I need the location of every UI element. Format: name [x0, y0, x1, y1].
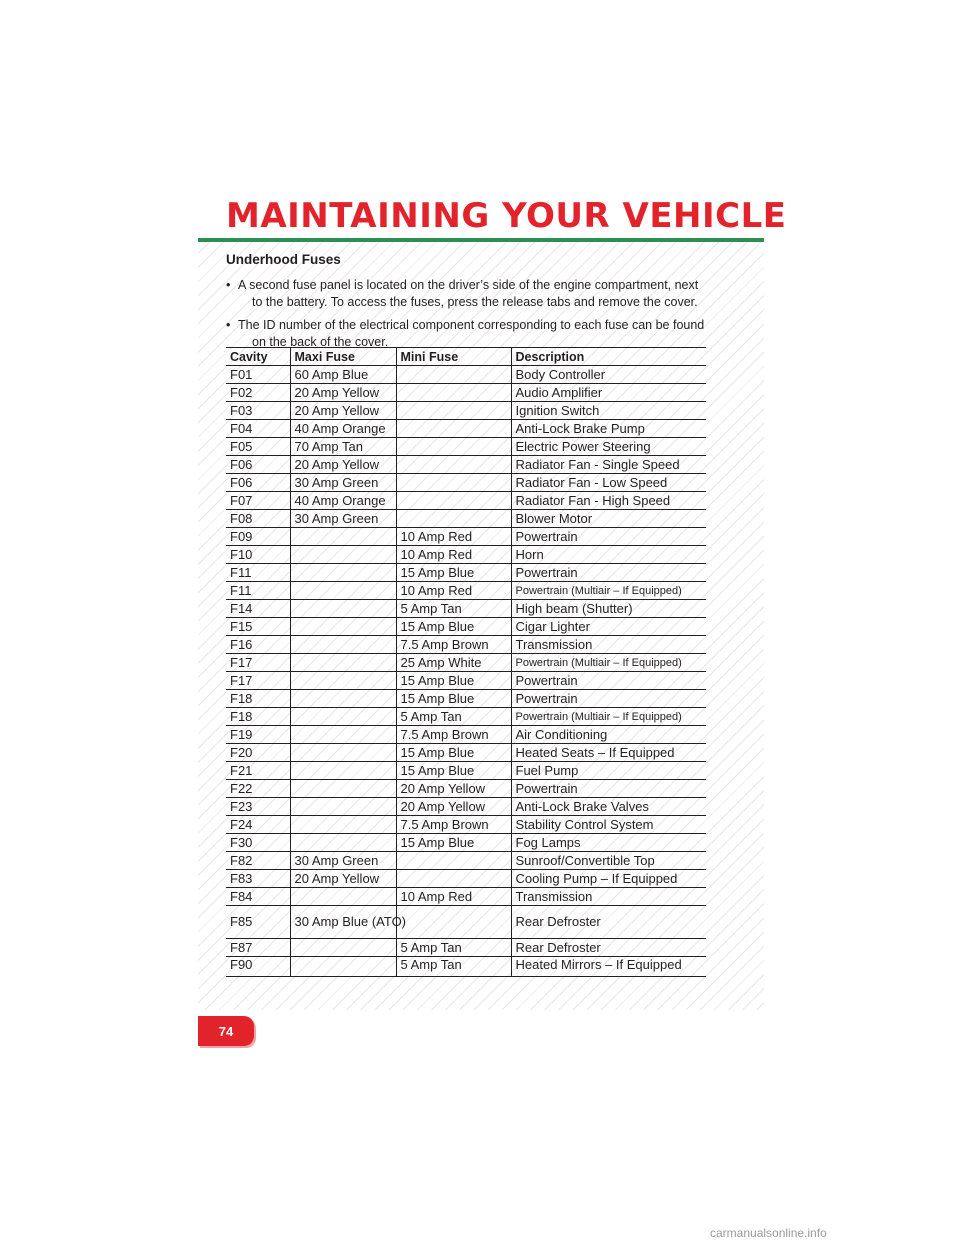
maxi-fuse-cell [290, 726, 396, 744]
description-cell: Powertrain (Multiair – If Equipped) [511, 654, 706, 672]
watermark: carmanualsonline.info [710, 1226, 827, 1240]
mini-fuse-cell: 7.5 Amp Brown [396, 726, 511, 744]
maxi-fuse-cell [290, 762, 396, 780]
cavity-cell: F87 [226, 939, 290, 957]
table-row [226, 600, 706, 618]
mini-fuse-cell: 15 Amp Blue [396, 618, 511, 636]
maxi-fuse-cell [290, 939, 396, 957]
description-cell: Powertrain (Multiair – If Equipped) [511, 708, 706, 726]
description-cell: Blower Motor [511, 510, 706, 528]
table-row [226, 726, 706, 744]
mini-fuse-cell [396, 852, 511, 870]
description-cell: Radiator Fan - High Speed [511, 492, 706, 510]
table-row [226, 564, 706, 582]
bullet-text: A second fuse panel is located on the driver’s side of the engine compartment, next to the battery. To access the fuses, press the release tabs and remove the cover. [238, 278, 699, 309]
table-row [226, 546, 706, 564]
maxi-fuse-cell: 40 Amp Orange [290, 420, 396, 438]
cavity-cell: F11 [226, 582, 290, 600]
table-row [226, 798, 706, 816]
column-header-cavity: Cavity [226, 348, 290, 366]
description-cell: Sunroof/Convertible Top [511, 852, 706, 870]
cavity-cell: F01 [226, 366, 290, 384]
table-row [226, 690, 706, 708]
maxi-fuse-cell [290, 600, 396, 618]
cavity-cell: F08 [226, 510, 290, 528]
cavity-cell: F22 [226, 780, 290, 798]
cavity-cell: F90 [226, 957, 290, 977]
description-cell: Audio Amplifier [511, 384, 706, 402]
column-header-description: Description [511, 348, 706, 366]
cavity-cell: F23 [226, 798, 290, 816]
maxi-fuse-cell: 30 Amp Green [290, 852, 396, 870]
table-row [226, 510, 706, 528]
table-row [226, 402, 706, 420]
mini-fuse-cell [396, 870, 511, 888]
cavity-cell: F17 [226, 654, 290, 672]
page-number: 74 [218, 1023, 234, 1039]
maxi-fuse-cell [290, 636, 396, 654]
mini-fuse-cell: 15 Amp Blue [396, 834, 511, 852]
cavity-cell: F04 [226, 420, 290, 438]
maxi-fuse-cell [290, 672, 396, 690]
maxi-fuse-cell: 70 Amp Tan [290, 438, 396, 456]
table-row [226, 957, 706, 977]
table-row [226, 420, 706, 438]
description-cell: Rear Defroster [511, 906, 706, 939]
maxi-fuse-cell [290, 654, 396, 672]
mini-fuse-cell: 5 Amp Tan [396, 957, 511, 977]
mini-fuse-cell: 5 Amp Tan [396, 708, 511, 726]
mini-fuse-cell [396, 510, 511, 528]
maxi-fuse-cell [290, 798, 396, 816]
table-row [226, 618, 706, 636]
cavity-cell: F30 [226, 834, 290, 852]
description-cell: Anti-Lock Brake Pump [511, 420, 706, 438]
maxi-fuse-cell [290, 708, 396, 726]
cavity-cell: F06 [226, 474, 290, 492]
maxi-fuse-cell: 40 Amp Orange [290, 492, 396, 510]
mini-fuse-cell [396, 492, 511, 510]
mini-fuse-cell: 10 Amp Red [396, 546, 511, 564]
table-row [226, 384, 706, 402]
maxi-fuse-cell: 30 Amp Green [290, 510, 396, 528]
cavity-cell: F18 [226, 690, 290, 708]
mini-fuse-cell: 10 Amp Red [396, 888, 511, 906]
description-cell: Transmission [511, 888, 706, 906]
mini-fuse-cell: 15 Amp Blue [396, 690, 511, 708]
description-cell: Powertrain [511, 564, 706, 582]
cavity-cell: F15 [226, 618, 290, 636]
description-cell: Horn [511, 546, 706, 564]
cavity-cell: F85 [226, 906, 290, 939]
maxi-fuse-cell [290, 816, 396, 834]
bullet-dot: • [226, 318, 231, 332]
maxi-fuse-cell: 20 Amp Yellow [290, 870, 396, 888]
table-header-row [226, 348, 706, 366]
description-cell: Cooling Pump – If Equipped [511, 870, 706, 888]
maxi-fuse-cell: 20 Amp Yellow [290, 456, 396, 474]
description-cell: Anti-Lock Brake Valves [511, 798, 706, 816]
mini-fuse-cell: 7.5 Amp Brown [396, 816, 511, 834]
maxi-fuse-cell: 30 Amp Blue (ATO) [290, 906, 396, 939]
cavity-cell: F02 [226, 384, 290, 402]
mini-fuse-cell [396, 366, 511, 384]
cavity-cell: F14 [226, 600, 290, 618]
description-cell: Fog Lamps [511, 834, 706, 852]
description-cell: Rear Defroster [511, 939, 706, 957]
cavity-cell: F17 [226, 672, 290, 690]
table-row [226, 636, 706, 654]
page-title: MAINTAINING YOUR VEHICLE [226, 196, 787, 236]
mini-fuse-cell [396, 420, 511, 438]
description-cell: Powertrain [511, 672, 706, 690]
maxi-fuse-cell [290, 546, 396, 564]
description-cell: Electric Power Steering [511, 438, 706, 456]
section-heading: Underhood Fuses [226, 252, 341, 267]
mini-fuse-cell [396, 906, 511, 939]
mini-fuse-cell: 15 Amp Blue [396, 762, 511, 780]
table-row [226, 852, 706, 870]
cavity-cell: F19 [226, 726, 290, 744]
mini-fuse-cell: 10 Amp Red [396, 528, 511, 546]
bullet-item [212, 317, 706, 351]
cavity-cell: F10 [226, 546, 290, 564]
mini-fuse-cell [396, 456, 511, 474]
maxi-fuse-cell [290, 690, 396, 708]
table-row [226, 762, 706, 780]
bullet-dot: • [226, 278, 231, 292]
fuse-table-body [226, 366, 706, 977]
cavity-cell: F07 [226, 492, 290, 510]
cavity-cell: F11 [226, 564, 290, 582]
mini-fuse-cell: 25 Amp White [396, 654, 511, 672]
maxi-fuse-cell [290, 888, 396, 906]
table-row [226, 654, 706, 672]
fuse-table [226, 347, 706, 977]
description-cell: Powertrain [511, 690, 706, 708]
mini-fuse-cell: 5 Amp Tan [396, 600, 511, 618]
maxi-fuse-cell [290, 780, 396, 798]
description-cell: Ignition Switch [511, 402, 706, 420]
cavity-cell: F84 [226, 888, 290, 906]
mini-fuse-cell: 15 Amp Blue [396, 744, 511, 762]
column-header-mini-fuse: Mini Fuse [396, 348, 511, 366]
mini-fuse-cell: 15 Amp Blue [396, 564, 511, 582]
table-row [226, 939, 706, 957]
cavity-cell: F20 [226, 744, 290, 762]
description-cell: Powertrain (Multiair – If Equipped) [511, 582, 706, 600]
table-row [226, 366, 706, 384]
maxi-fuse-cell: 30 Amp Green [290, 474, 396, 492]
table-row [226, 456, 706, 474]
description-cell: Transmission [511, 636, 706, 654]
cavity-cell: F18 [226, 708, 290, 726]
table-row [226, 744, 706, 762]
description-cell: Cigar Lighter [511, 618, 706, 636]
cavity-cell: F05 [226, 438, 290, 456]
description-cell: Air Conditioning [511, 726, 706, 744]
mini-fuse-cell: 20 Amp Yellow [396, 780, 511, 798]
description-cell: Powertrain [511, 528, 706, 546]
table-row [226, 816, 706, 834]
mini-fuse-cell: 10 Amp Red [396, 582, 511, 600]
cavity-cell: F06 [226, 456, 290, 474]
mini-fuse-cell: 15 Amp Blue [396, 672, 511, 690]
maxi-fuse-cell: 60 Amp Blue [290, 366, 396, 384]
cavity-cell: F16 [226, 636, 290, 654]
bullet-text: The ID number of the electrical component corresponding to each fuse can be found on the back of the cover. [238, 318, 705, 349]
mini-fuse-cell [396, 438, 511, 456]
mini-fuse-cell [396, 402, 511, 420]
table-row [226, 528, 706, 546]
description-cell: Body Controller [511, 366, 706, 384]
table-row [226, 672, 706, 690]
cavity-cell: F82 [226, 852, 290, 870]
table-row [226, 474, 706, 492]
table-row [226, 780, 706, 798]
maxi-fuse-cell: 20 Amp Yellow [290, 384, 396, 402]
table-row [226, 438, 706, 456]
description-cell: Powertrain [511, 780, 706, 798]
title-rule [198, 238, 764, 242]
table-row [226, 708, 706, 726]
maxi-fuse-cell: 20 Amp Yellow [290, 402, 396, 420]
table-row [226, 906, 706, 939]
description-cell: Fuel Pump [511, 762, 706, 780]
maxi-fuse-cell [290, 957, 396, 977]
page-number-badge [198, 1016, 254, 1046]
maxi-fuse-cell [290, 582, 396, 600]
description-cell: Heated Seats – If Equipped [511, 744, 706, 762]
mini-fuse-cell [396, 384, 511, 402]
section-content [226, 252, 706, 357]
description-cell: Radiator Fan - Low Speed [511, 474, 706, 492]
bullet-item [212, 277, 706, 311]
table-row [226, 870, 706, 888]
table-row [226, 834, 706, 852]
mini-fuse-cell: 5 Amp Tan [396, 939, 511, 957]
cavity-cell: F03 [226, 402, 290, 420]
description-cell: High beam (Shutter) [511, 600, 706, 618]
cavity-cell: F21 [226, 762, 290, 780]
mini-fuse-cell [396, 474, 511, 492]
cavity-cell: F24 [226, 816, 290, 834]
maxi-fuse-cell [290, 834, 396, 852]
cavity-cell: F09 [226, 528, 290, 546]
maxi-fuse-cell [290, 528, 396, 546]
description-cell: Radiator Fan - Single Speed [511, 456, 706, 474]
table-row [226, 492, 706, 510]
mini-fuse-cell: 20 Amp Yellow [396, 798, 511, 816]
cavity-cell: F83 [226, 870, 290, 888]
table-row [226, 888, 706, 906]
maxi-fuse-cell [290, 564, 396, 582]
description-cell: Stability Control System [511, 816, 706, 834]
maxi-fuse-cell [290, 744, 396, 762]
mini-fuse-cell: 7.5 Amp Brown [396, 636, 511, 654]
table-row [226, 582, 706, 600]
maxi-fuse-cell [290, 618, 396, 636]
column-header-maxi-fuse: Maxi Fuse [290, 348, 396, 366]
description-cell: Heated Mirrors – If Equipped [511, 957, 706, 977]
